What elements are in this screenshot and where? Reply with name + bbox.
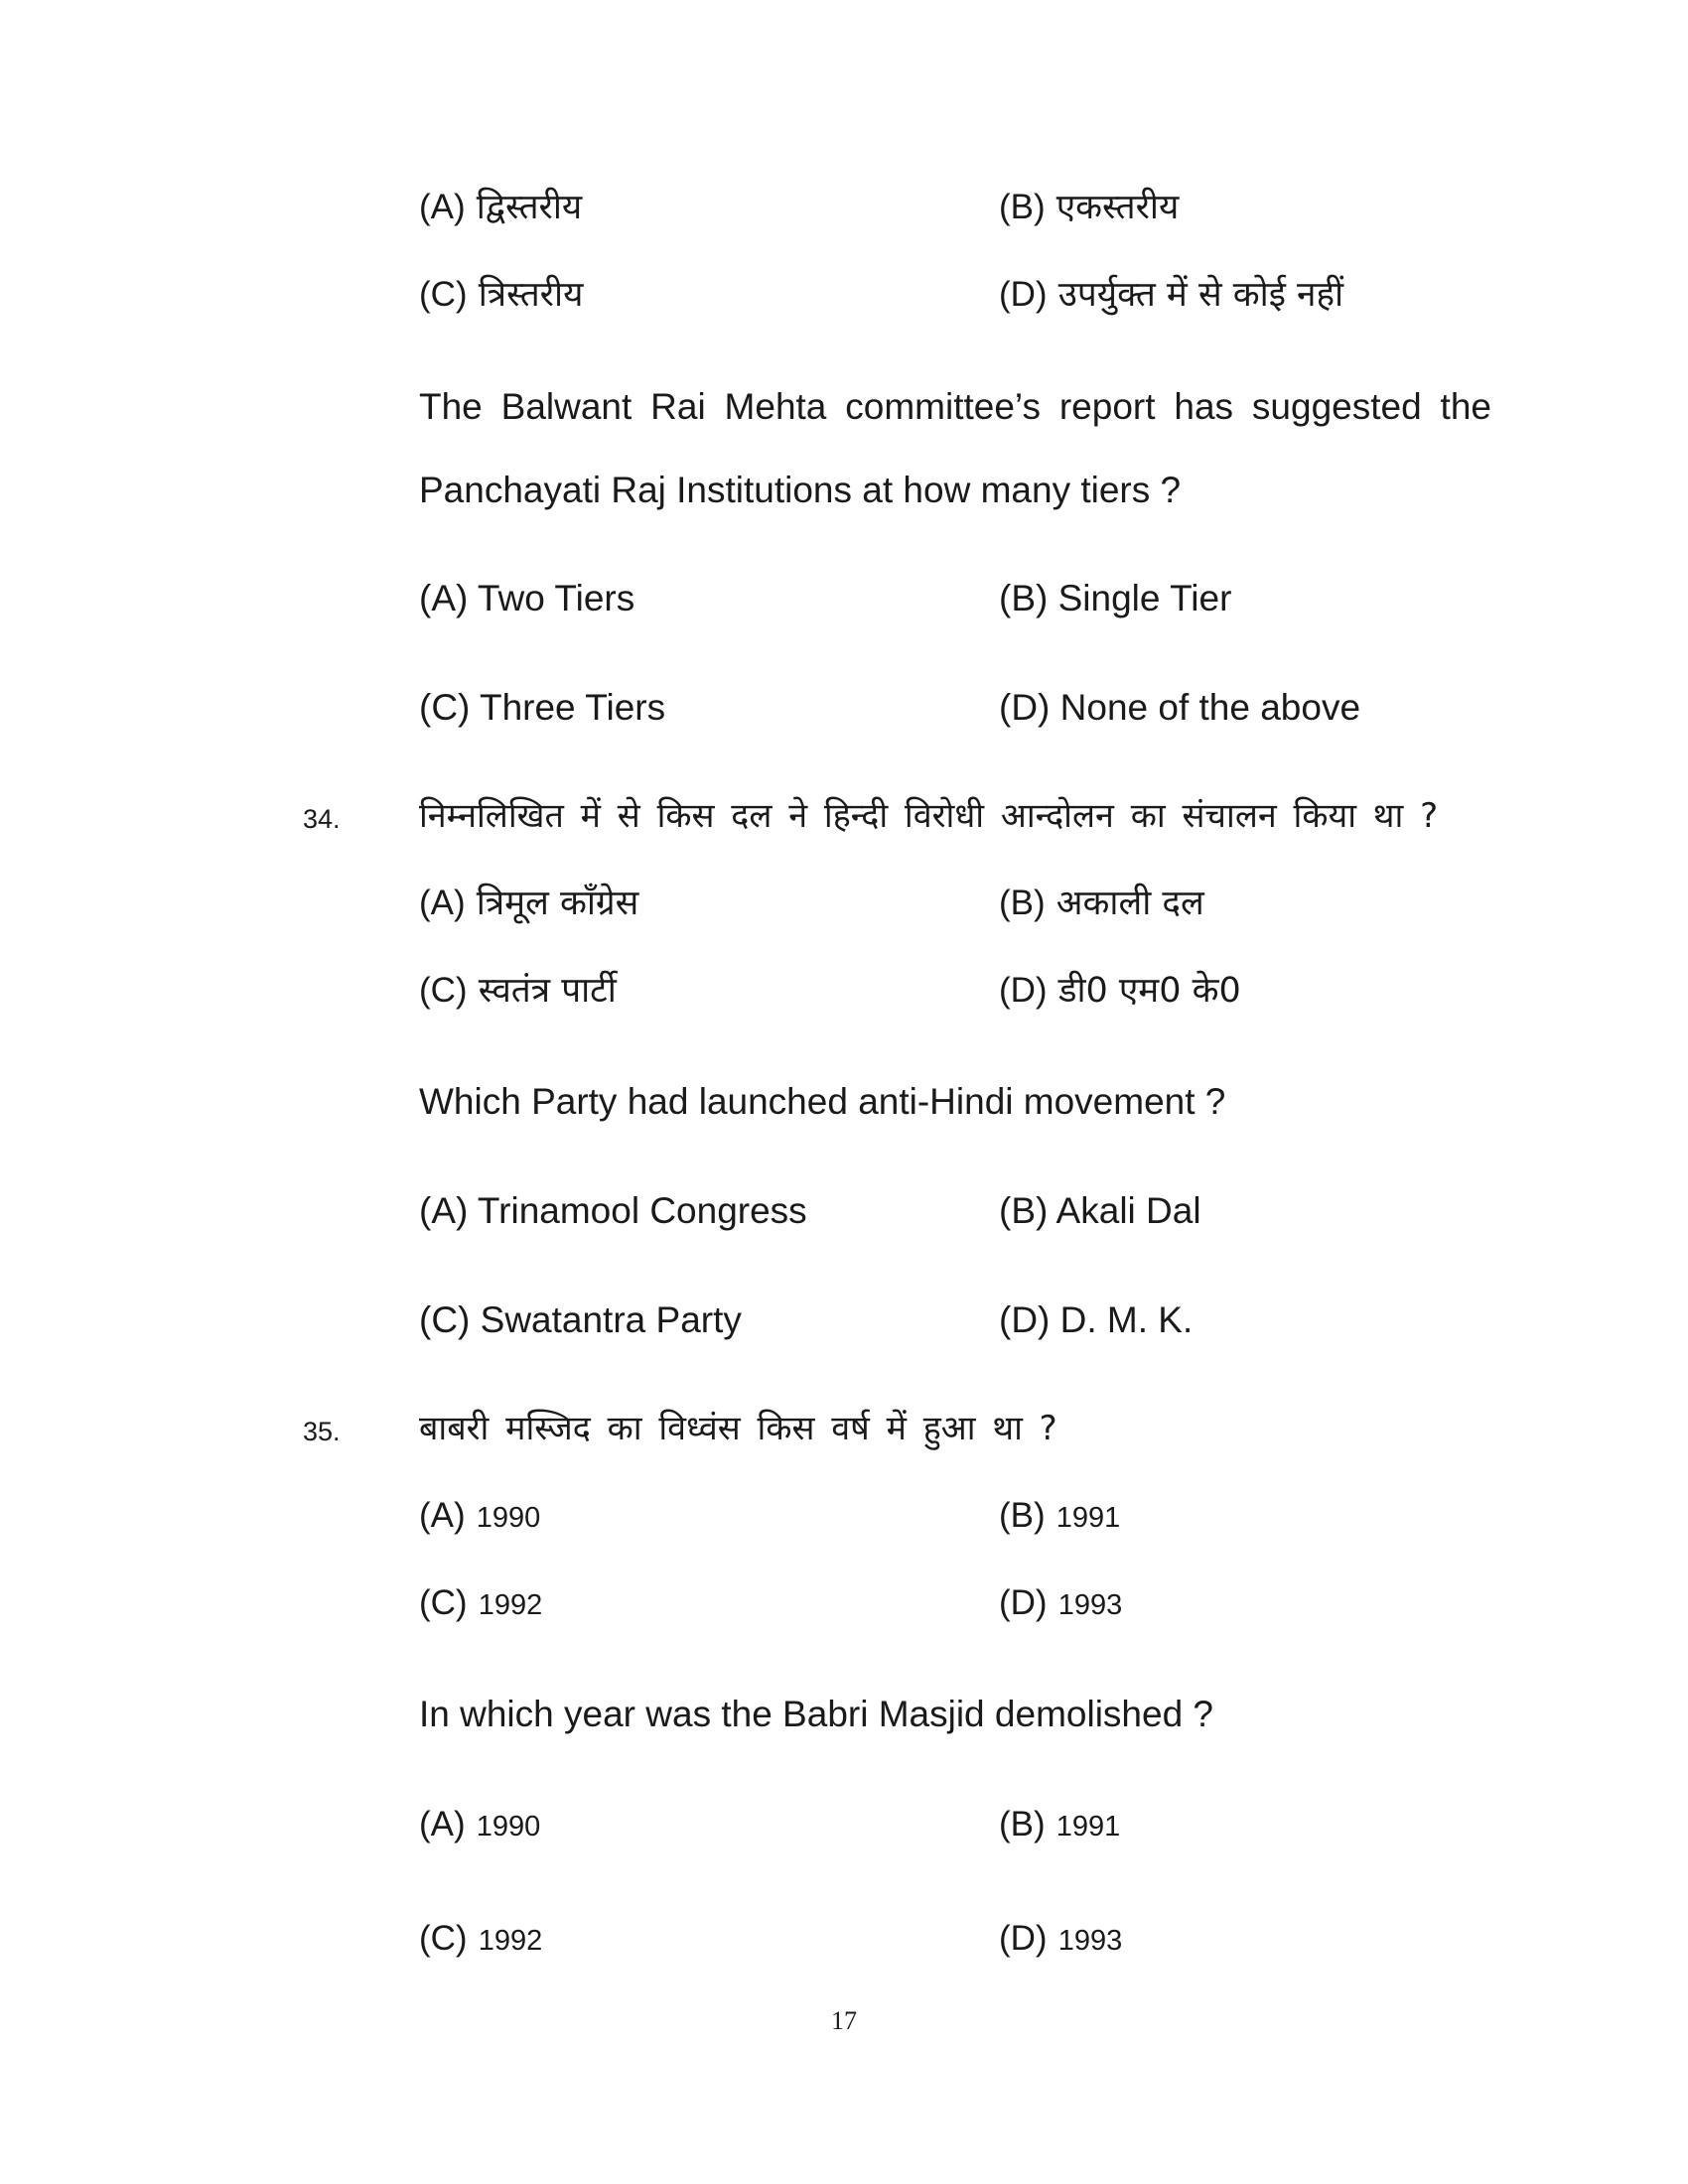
option-label: (C) — [419, 1919, 468, 1958]
q33-en-question-line-2: Panchayati Raj Institutions at how many tiers ? — [419, 470, 1182, 510]
option-text: स्वतंत्र पार्टी — [478, 971, 617, 1011]
q33-en-option-d: (D) None of the above — [999, 687, 1361, 728]
q35-en-question: In which year was the Babri Masjid demolished ? — [419, 1694, 1213, 1734]
q34-hi-option-b — [999, 882, 1204, 925]
q33-hi-option-b — [999, 186, 1179, 229]
q34-en-option-c: (C) Swatantra Party — [419, 1299, 742, 1340]
option-label: (B) — [999, 1496, 1046, 1535]
option-text: डी0 एम0 के0 — [1057, 971, 1241, 1011]
option-label: (D) — [999, 971, 1048, 1010]
q33-en-option-a: (A) Two Tiers — [419, 578, 635, 618]
option-year: 1992 — [478, 1589, 543, 1621]
option-year: 1990 — [476, 1811, 541, 1843]
option-text: त्रिमूल काँग्रेस — [476, 884, 639, 923]
q34-hi-option-a — [419, 882, 638, 925]
option-label: (C) — [419, 275, 468, 314]
option-label: (A) — [419, 1805, 466, 1843]
option-text: उपर्युक्त में से कोई नहीं — [1057, 275, 1344, 315]
q34-hi-option-c — [419, 969, 617, 1013]
option-label: (B) — [999, 1805, 1046, 1843]
q35-hi-question: बाबरी मस्जिद का विध्वंस किस वर्ष में हुआ था ? — [419, 1409, 1057, 1448]
option-text: त्रिस्तरीय — [478, 275, 584, 315]
option-label: (B) — [999, 188, 1046, 226]
option-label: (A) — [419, 1496, 466, 1535]
q34-en-option-b: (B) Akali Dal — [999, 1190, 1201, 1231]
option-year: 1993 — [1057, 1589, 1123, 1621]
option-year: 1990 — [476, 1502, 541, 1534]
option-label: (A) — [419, 884, 466, 922]
q34-en-question: Which Party had launched anti-Hindi movement ? — [419, 1081, 1226, 1122]
option-text: अकाली दल — [1055, 884, 1204, 923]
q35-en-option-a — [419, 1803, 540, 1848]
q34-en-option-d: (D) D. M. K. — [999, 1299, 1194, 1340]
option-year: 1991 — [1055, 1502, 1121, 1534]
option-label: (C) — [419, 971, 468, 1010]
option-year: 1991 — [1055, 1811, 1121, 1843]
q33-en-question-line-1: The Balwant Rai Mehta committee’s report has suggested the — [419, 386, 1491, 427]
option-label: (D) — [999, 1583, 1048, 1622]
option-label: (A) — [419, 188, 466, 226]
q34-number: 34. — [303, 804, 341, 834]
q33-en-option-b: (B) Single Tier — [999, 578, 1232, 618]
q35-en-option-c — [419, 1917, 542, 1963]
q35-hi-option-a — [419, 1494, 540, 1540]
option-label: (D) — [999, 275, 1048, 314]
option-label: (C) — [419, 1583, 468, 1622]
page-number: 17 — [831, 2006, 857, 2035]
option-label: (B) — [999, 884, 1046, 922]
q33-hi-option-a — [419, 186, 582, 229]
q35-en-option-b — [999, 1803, 1120, 1848]
q34-en-option-a: (A) Trinamool Congress — [419, 1190, 807, 1231]
option-text: एकस्तरीय — [1055, 188, 1180, 227]
option-text: द्विस्तरीय — [476, 188, 583, 227]
q35-hi-option-d — [999, 1581, 1122, 1627]
q33-hi-option-d — [999, 273, 1343, 317]
q35-en-option-d — [999, 1917, 1122, 1963]
q35-hi-option-b — [999, 1494, 1120, 1540]
q35-hi-option-c — [419, 1581, 542, 1627]
option-label: (D) — [999, 1919, 1048, 1958]
option-year: 1993 — [1057, 1925, 1123, 1957]
q34-hi-question: निम्नलिखित में से किस दल ने हिन्दी विरोधी आन्दोलन का संचालन किया था ? — [419, 796, 1439, 836]
q33-en-option-c: (C) Three Tiers — [419, 687, 666, 728]
q34-hi-option-d — [999, 969, 1241, 1013]
q35-number: 35. — [303, 1417, 341, 1446]
option-year: 1992 — [478, 1925, 543, 1957]
q33-hi-option-c — [419, 273, 583, 317]
